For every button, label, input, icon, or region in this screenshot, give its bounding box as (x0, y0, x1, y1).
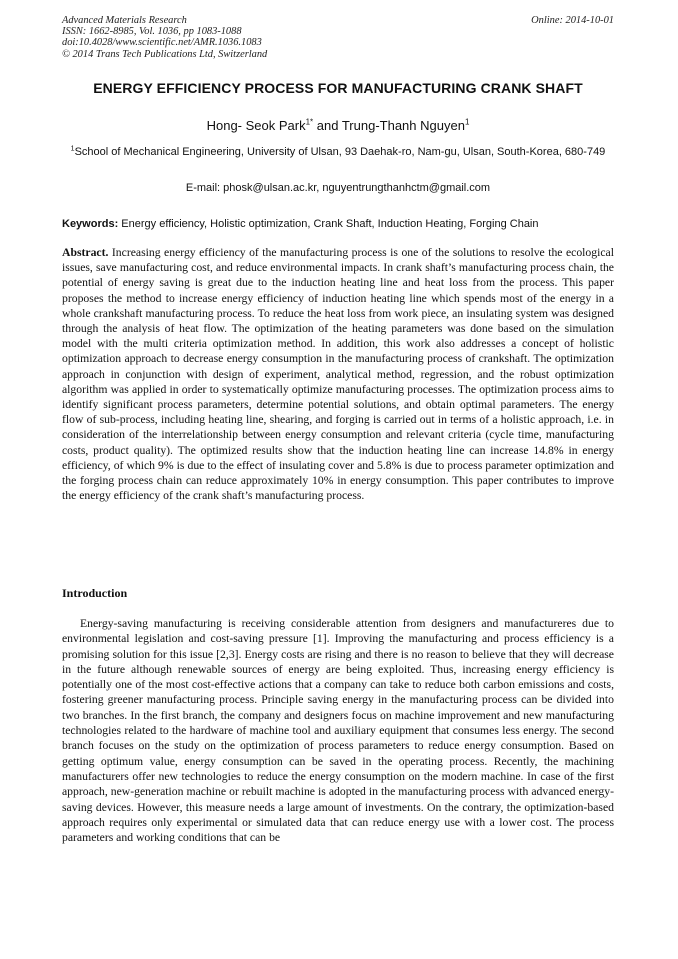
introduction-text: Energy-saving manufacturing is receiving considerable attention from designers and manufactureres due to environmental legislation and cost-saving pressure [1]. Improving the manufacturing and process efficiency is a promising solution for this issue [2,3]. Energy costs are rising and there is no reason to believe that they will decrease in the future although renewable sources of energy are being exploited. Thus, increasing energy efficiency is potentially one of the most cost-effective actions that a company can take to reduce both carbon emissions and costs, fostering greener manufacturing process. Principle saving energy in the manufacturing process can be divided into two branches. In the first branch, the company and designers focus on machine improvement and new manufacturing technologies related to the hardware of machine tool and auxiliary equipment that consumes less energy. The second branch focuses on the study on the optimization of process parameters to reduce energy consumption. Based on getting optimum value, energy consumption can be saved in the operating process. Recently, the machining manufacturers offer new technologies to reduce the energy consumption on the modern machine. In case of the first approach, new-generation machine or rebuilt machine is adopted in the manufacturing process with advanced energy-saving devices. However, this measure needs a large amount of investments. On the contrary, the optimization-based approach requires only experimental or simulated data that can reduce energy use with a lower cost. The process parameters and working conditions that can be (62, 617, 614, 845)
affiliation-text: School of Mechanical Engineering, University of Ulsan, 93 Daehak-ro, Nam-gu, Ulsan, South-Korea, 680-749 (74, 146, 606, 158)
copyright-line: © 2014 Trans Tech Publications Ltd, Switzerland (62, 48, 268, 60)
email-line: E-mail: phosk@ulsan.ac.kr, nguyentrungthanhctm@gmail.com (185, 182, 491, 194)
keywords (62, 217, 622, 231)
author-1-affil-mark: 1* (305, 117, 314, 127)
author-2: Trung-Thanh Nguyen (341, 118, 465, 133)
author-conjunction: and (313, 118, 342, 133)
affiliation (70, 145, 606, 160)
affiliation-mark: 1 (70, 145, 75, 153)
journal-header (62, 15, 267, 60)
author-line (62, 118, 614, 134)
online-date: Online: 2014-10-01 (531, 15, 614, 26)
doi-line: doi:10.4028/www.scientific.net/AMR.1036.1083 (62, 37, 262, 49)
journal-name: Advanced Materials Research (62, 15, 187, 26)
author-2-affil-mark: 1 (464, 117, 470, 127)
keywords-label: Keywords: (62, 218, 119, 230)
issn-line: ISSN: 1662-8985, Vol. 1036, pp 1083-1088 (62, 26, 242, 38)
abstract-label: Abstract. (62, 246, 109, 259)
paper-title: ENERGY EFFICIENCY PROCESS FOR MANUFACTURING CRANK SHAFT (93, 80, 583, 96)
author-1: Hong- Seok Park (206, 118, 306, 133)
section-heading-introduction: Introduction (62, 586, 128, 600)
abstract (62, 245, 614, 503)
keywords-text: Energy efficiency, Holistic optimization, Crank Shaft, Induction Heating, Forging Chain (118, 218, 539, 230)
abstract-text: Increasing energy efficiency of the manufacturing process is one of the solutions to resolve the ecological issues, save manufacturing cost, and reduce environmental impacts. In crank shaft’s manufacturing process chain, the potential of energy saving is great due to the induction heating line and heat loss from the process. This paper proposes the method to increase energy efficiency of induction heating line which spends most of the energy in a whole crankshaft manufacturing process. To reduce the heat loss from work piece, an insulating system was designed through the analysis of heat flow. The optimization of the heating parameters was done based on the simulation model with the multi criteria optimization method. In addition, this work also addresses a concept of holistic optimization approach to decrease energy consumption in the manufacturing process of crankshaft. The optimization approach in conjunction with design of experiment, analytical method, regression, and the robust optimization algorithm was applied in order to systematically optimize manufacturing processes. The optimization process aims to identify significant process parameters, determine potential solutions, and obtain optimal parameters. The energy flow of sub-process, including heating line, shearing, and forging is carried out in terms of a holistic approach, i.e. in consideration of the interrelationship between energy consumption and relevant criteria (cycle time, manufacturing costs, product quality). The optimized results show that the induction heating line can increase 14.8% in energy efficiency, of which 9% is due to the effect of insulating cover and 5.8% is due to process parameter optimization and the forging process chain can reduce approximately 10% in energy consumption. This paper contributes to improve the energy efficiency of the crank shaft’s manufacturing process. (62, 246, 614, 503)
